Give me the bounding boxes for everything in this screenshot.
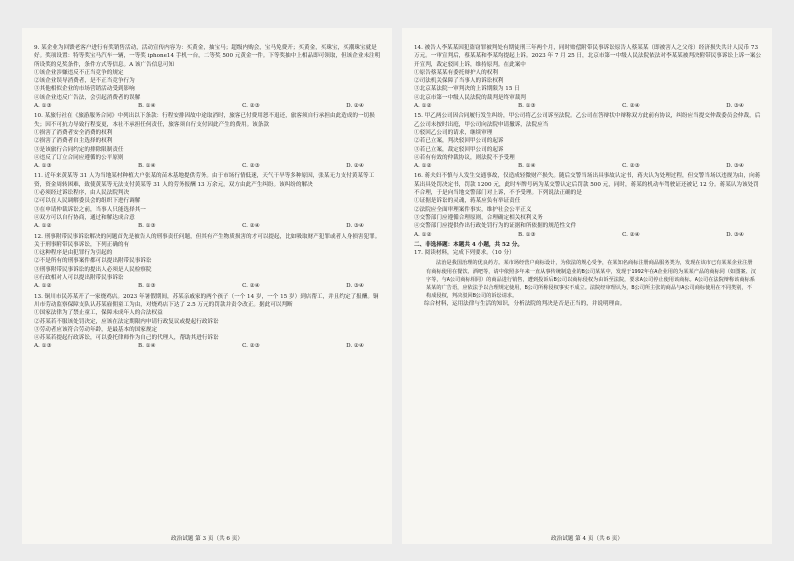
choice-b: B. ①④ — [518, 163, 536, 170]
question-stem: 11. 近年来黄某等 31 人为当地某村种植大户张某的苗木基地提供劳务。由于市场行情低迷，天气干旱等多种原因，张某无力支付黄某等工资，资金周转困难，致使黄某等无法支付黄某等 31 人的劳务报酬 13 万余元，双方由此产生纠纷。该纠纷的解决 — [34, 173, 375, 188]
choice-c: C. ②④ — [242, 223, 260, 230]
choice-d: D. ②④ — [346, 163, 364, 170]
question-stem: 15. 甲乙两公司因合同履行发生纠纷，甲公司将乙公司诉至法院。乙公司在答辩状中辩称双方此前有协议，纠纷应当提交仲裁委员会仲裁，后乙公司未按时出庭，甲公司向法院申请撤诉，法院应当 — [414, 113, 761, 128]
choice-d: D. ③④ — [346, 283, 364, 290]
option-1: ①损害了消费者安全消费的权利 — [34, 129, 113, 136]
question-10 — [34, 112, 384, 170]
choice-d: D. ③④ — [726, 103, 744, 110]
option-4: ④若有有效的仲裁协议，则法院不予受理 — [414, 154, 515, 161]
question-15 — [414, 112, 764, 170]
option-3: ③若已立案，裁定驳回甲公司的起诉 — [414, 146, 504, 153]
question-12 — [34, 233, 384, 291]
choice-d: D. ③④ — [726, 163, 744, 170]
option-4: ④北京市第一中级人民法院的裁判是终审裁判 — [414, 94, 526, 101]
choice-c: C. ②③ — [242, 103, 260, 110]
option-1: ①国家法律为了禁止童工，保障未成年人的合法权益 — [34, 310, 163, 317]
answer-choices — [414, 102, 764, 110]
choice-c: C. ②③ — [622, 163, 640, 170]
choice-b: B. ①③ — [138, 223, 156, 230]
option-4: ④违反了订立合同应遵循的公平原则 — [34, 154, 124, 161]
choice-a: A. ①③ — [34, 163, 52, 170]
question-stem: 16. 蒋夫妇不慎与人发生交通事故，仅造成轻微财产损失。随后交警当场出具事故认定书，蒋夫认为处理过程，但交警当场以违规为由，向蒋某出具处罚决定书，罚款 1200 元，此时车牌号码为某交警认定后罚款 500 元，同时，蒋某的机动车驾驶证还被记 12 分。蒋某认为该处罚不合理，于是向当地交警部门对上诉，不予受理。下列说法正确的是 — [414, 173, 761, 197]
question-stem: 17. 阅读材料，完成下列要求。（10 分） — [414, 250, 515, 257]
reading-material: 法治是我国治理的优良药方。某市场经营户商标设计，为依法的规心受争，在某知名商标注册商品服务类为，发现在该市已有某某企业注册有商标使用在餐饮、酒吧等，请中依照多年来一直从事传统制造业的B公司某某中，发现于1992年在A企业用的为某某产品的商标同（如图案、汉字等，与A公司商标相同）的商品进行销售，遭到投诉后B公司以商标侵权为由诉至法院，要求A公司停止使用该商标。A公司在法院辩称该商标系某某的广告语，应依法予以合理规定使用，B公司所称侵权事实不成立。法院经审理认为，B公司所主张的商品与A公司商标使用在不同类别，不构成侵权，判决驳回B公司的诉讼请求。 — [426, 260, 756, 300]
question-prompt: 综合材料，运用法律与生活的知识，分析法院的判决是否是正当的，并说明理由。 — [424, 301, 626, 308]
option-3: ③其他相似企业的市场营销活动受到影响 — [34, 86, 135, 93]
page-footer: 政治试题 第 4 页（共 6 页） — [551, 536, 623, 542]
exam-page-4 — [402, 28, 772, 544]
option-4: ④行政相对人可以提出附带民事诉讼 — [34, 275, 124, 282]
option-3: ③在申请仲裁诉讼之前，当事人只能选择其一 — [34, 206, 146, 213]
option-1: ①这种程序是由犯罪行为引起的 — [34, 250, 113, 257]
choice-d: D. ③④ — [346, 223, 364, 230]
option-3: ③刑事附带民事诉讼的提出人必须是人民检察院 — [34, 266, 152, 273]
option-2: ②损害了消费者自主选择的权利 — [34, 138, 113, 145]
choice-b: B. ①④ — [138, 343, 156, 350]
option-1: ①驳回乙公司的请求，继续审理 — [414, 129, 493, 136]
question-stem: 14. 被告人李某某因犯盗窃罪被判处有期徒刑三年两个月，同时赔偿附带民事诉讼原告人蔡某某（即被害人之父母）经济损失共计人民币 73 万元。一审宣判后，蔡某某和李某均提起上诉。2023 年 7 月 25 日，北京市第一中级人民法院依法对李某某被判决附带民事诉讼上诉一案公开宣判，裁定驳回上诉，维持原判。在此案中 — [414, 45, 762, 68]
option-2: ②该企业误导消费者，是不正当竞争行为 — [34, 78, 135, 85]
choice-a: A. ①② — [414, 231, 432, 238]
answer-choices — [34, 282, 384, 290]
option-4: ④该企业违反广告法，会引起消费者的误解 — [34, 94, 141, 101]
question-11 — [34, 172, 384, 230]
question-stem: 9. 某企业为回馈老客户进行有奖销售活动，活动宣传内容为：买黄金，抽宝马；超级内购会，宝马免费开；买黄金，买珠宝，买潮珠宝就是好。奖项设置：特等奖宝马汽车一辆，一等奖 iphone14 手机一台，二等奖 500 元黄金一件。下等奖抽中上相品即可领取，但该企业未注明所设奖的兑奖条件，条件方式等信息。A 该广告信息可知 — [34, 45, 381, 68]
section-heading: 二、非选择题：本题共 4 小题，共 52 分。 — [414, 241, 523, 248]
answer-choices — [34, 222, 384, 230]
option-1: ①该企业涉嫌违反不正当竞争的规定 — [34, 69, 124, 76]
choice-b: B. ①③ — [518, 231, 536, 238]
option-2: ②不是所有的刑事案件都可以提出附带民事诉讼 — [34, 258, 152, 265]
question-stem: 13. 铜川市民苏某开了一家烧鸡店。2023 年暑假期间，苏某亲戚家的两个孩子（一个 14 岁，一个 15 岁）到店帮工，并且约定了报酬。铜川市劳动监察保障支队认苏某雇佣童工为由，对烧鸡店下达了 2.5 万元的罚款并责令改正。据此可以判断 — [34, 293, 379, 308]
option-4: ④双方可以自行协商，通过和解达成合意 — [34, 214, 135, 221]
choice-b: B. ①③ — [518, 103, 536, 110]
page-footer: 政治试题 第 3 页（共 6 页） — [171, 536, 243, 542]
choice-d: D. ②④ — [346, 343, 364, 350]
choice-d: D. ③④ — [726, 231, 744, 238]
option-2: ②法院应全面审理案件事实，维护社会公平正义 — [414, 206, 532, 213]
option-4: ④交警部门应提供作出行政处罚行为的证据和所依据的规范性文件 — [414, 223, 577, 230]
option-1: ①原告蔡某某有委托辩护人的权利 — [414, 69, 498, 76]
choice-a: A. ①③ — [34, 103, 52, 110]
answer-choices — [34, 162, 384, 170]
choice-c: C. ②④ — [622, 103, 640, 110]
option-2: ②苏某若不服该处罚决定，应该在法定期限内申请行政复议或提起行政诉讼 — [34, 318, 219, 325]
option-1: ①必须经过诉讼程序，由人民法院判决 — [34, 190, 130, 197]
question-13 — [34, 293, 384, 351]
choice-b: B. ①④ — [138, 163, 156, 170]
choice-a: A. ①② — [414, 103, 432, 110]
option-4: ④苏某若提起行政诉讼，可以委托律师作为自己的代理人，帮助其进行诉讼 — [34, 335, 219, 342]
question-9 — [34, 44, 384, 110]
option-2: ②若已立案，判决驳回甲公司的起诉 — [414, 138, 504, 145]
question-stem: 12. 刑事附带民事诉讼解决的问题首先是被告人的刑事责任问题，但其有产生物质损害的才可以提起，比如吸取财产犯罪或者人身损害犯罪。关于刑事附带民事诉讼，下列正确的有 — [34, 233, 381, 248]
option-3: ③劳动者应该符合劳动年龄，是最基本的国家规定 — [34, 326, 158, 333]
choice-a: A. ①② — [414, 163, 432, 170]
choice-d: D. ②④ — [346, 103, 364, 110]
choice-a: A. ①② — [34, 283, 52, 290]
option-1: ①证据是诉讼的灵魂，蒋某应负有举证责任 — [414, 198, 521, 205]
choice-a: A. ①③ — [34, 343, 52, 350]
choice-a: A. ①② — [34, 223, 52, 230]
choice-b: B. ①③ — [138, 283, 156, 290]
option-2: ②司法机关保障了当事人的诉讼权利 — [414, 78, 504, 85]
option-3: ③交警部门应遵循合理原则，合理确定相关权利义务 — [414, 214, 543, 221]
answer-choices — [34, 102, 384, 110]
question-16 — [414, 172, 764, 238]
choice-c: C. ②③ — [242, 343, 260, 350]
question-stem: 10. 某旅行社在《旅游服务合同》中列出以下条款：行程安排因故中途取消时，旅客已付费用恕不退还，旅客须自行承担由此造成的一切损失；因不可抗力导致行程变更，本社不承担任何责任，旅客须自行支付因此产生的费用。该条款 — [34, 113, 375, 128]
option-3: ③北京某法院一审判决的上诉期限为 15 日 — [414, 86, 520, 93]
question-14 — [414, 44, 764, 110]
choice-c: C. ②④ — [622, 231, 640, 238]
option-2: ②可以在人民调解委员会的组织下进行调解 — [34, 198, 141, 205]
exam-page-3 — [22, 28, 392, 544]
answer-choices — [414, 231, 764, 239]
choice-b: B. ①④ — [138, 103, 156, 110]
answer-choices — [34, 342, 384, 350]
choice-c: C. ②③ — [242, 163, 260, 170]
answer-choices — [414, 162, 764, 170]
option-3: ③是该旅行合同约定的排除限制责任 — [34, 146, 124, 153]
choice-c: C. ②④ — [242, 283, 260, 290]
question-17 — [414, 249, 764, 309]
